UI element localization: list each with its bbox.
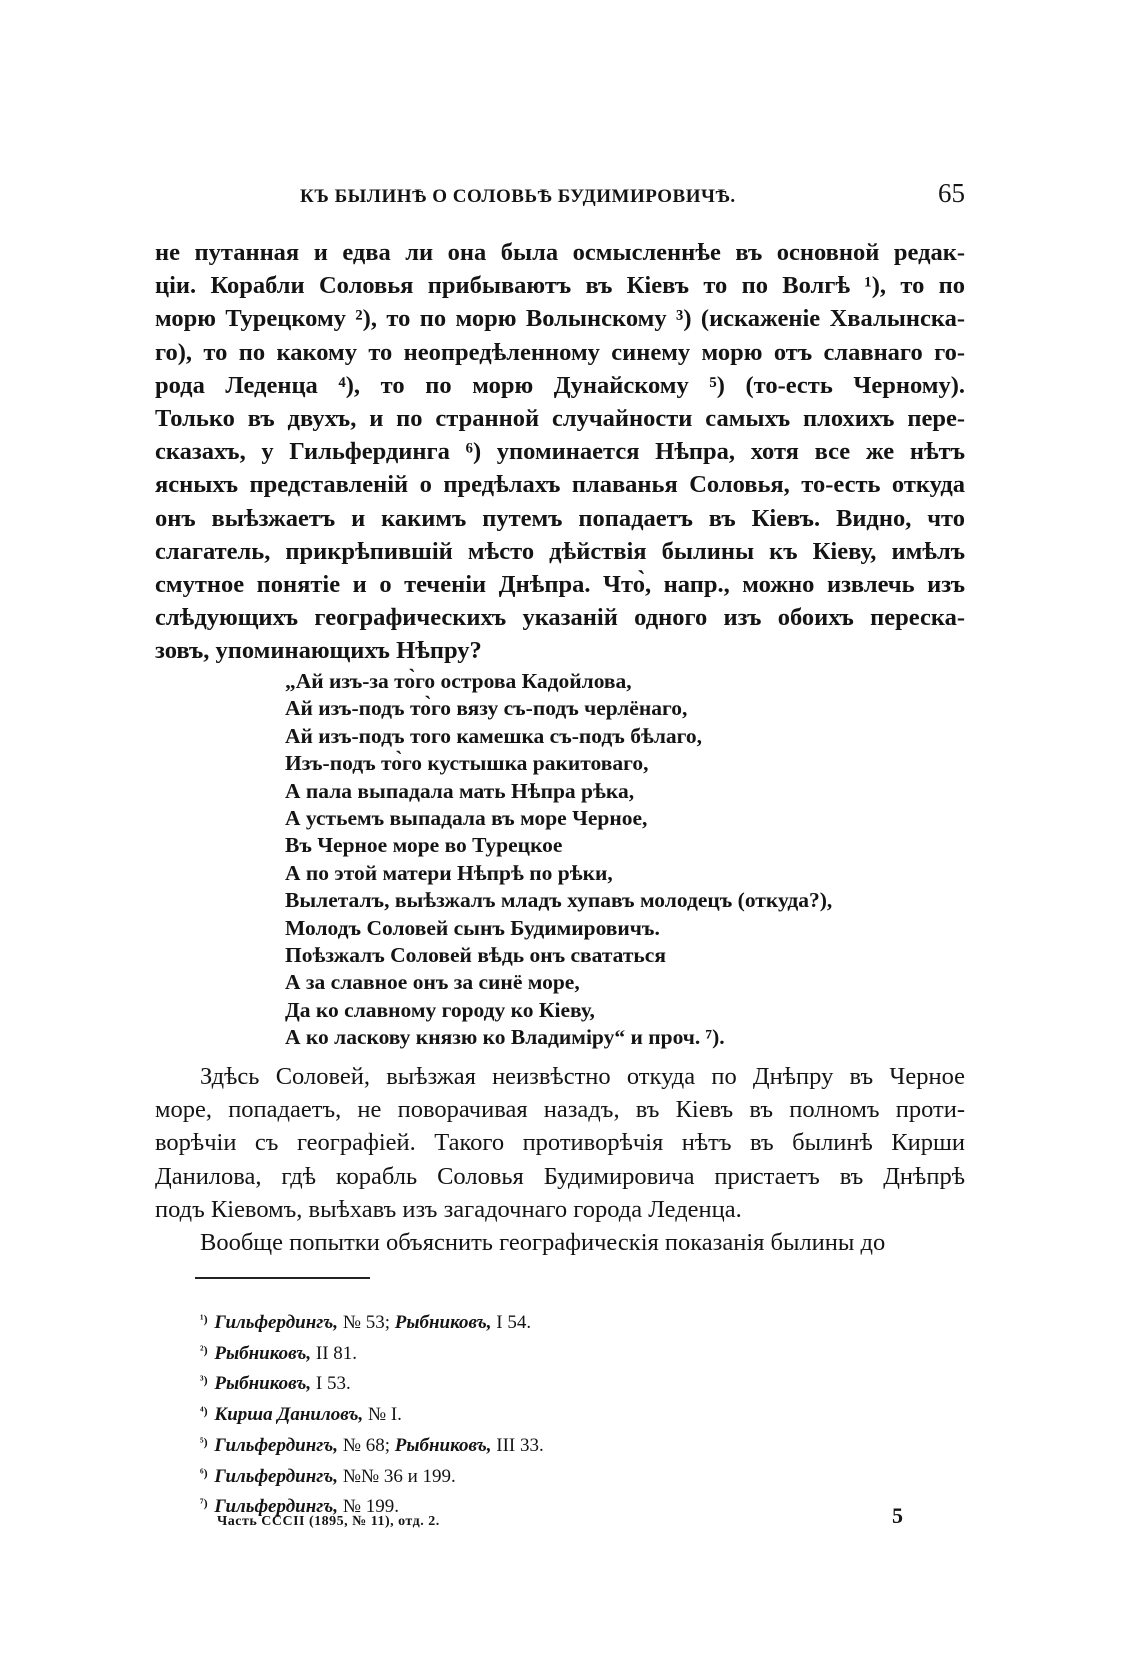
paragraph1-line: ясныхъ представленій о предѣлахъ плаванья Соловья, то-есть откуда [155, 471, 965, 499]
poem-line: А по этой матери Нѣпрѣ по рѣки, [285, 860, 613, 885]
poem-line: Въ Черное море во Турецкое [285, 833, 563, 858]
paragraph1-line: го), то по какому то неопредѣленному синему морю отъ славнаго го- [155, 338, 965, 366]
footnote-author: Гильфердингъ, [214, 1496, 339, 1518]
poem-line: А пала выпадала мать Нѣпра рѣка, [285, 778, 635, 803]
paragraph3-line: Вообще попытки объяснить географическія показанія былины до [200, 1229, 886, 1256]
paragraph-1 [155, 236, 965, 667]
footnote-reference: II 81. [315, 1342, 358, 1364]
footnote [200, 1460, 800, 1491]
footnote-author: Рыбниковъ, [394, 1434, 492, 1456]
footnote [200, 1429, 800, 1460]
poem-line: А за славное онъ за синё море, [285, 970, 580, 995]
footnote-author: Гильфердингъ, [214, 1434, 339, 1456]
paragraph1-line: морю Турецкому ²), то по морю Волынскому ³) (искаженіе Хвалынска- [155, 305, 965, 333]
footnote [200, 1398, 800, 1429]
footnotes [200, 1306, 800, 1521]
footnote-reference: № 53; [342, 1312, 390, 1333]
footnote [200, 1306, 800, 1337]
footnote-reference: № 68; [342, 1434, 390, 1456]
poem-line: Ай изъ-подъ то̀го вязу съ-подъ черлёнаго, [285, 696, 688, 721]
footnote-marker: ²) [200, 1342, 208, 1357]
footnote-author: Рыбниковъ, [214, 1342, 312, 1364]
poem-line: Поѣзжалъ Соловей вѣдь онъ свататься [285, 943, 666, 968]
footnote-marker: ⁴) [200, 1404, 208, 1419]
printer-signature: Часть СССII (1895, № 11), отд. 2. [217, 1514, 440, 1529]
footnote-marker: ⁶) [200, 1465, 208, 1480]
paragraph2-line: Здѣсь Соловей, выѣзжая неизвѣстно откуда по Днѣпру въ Черное [200, 1063, 965, 1090]
poem-line: Вылеталъ, выѣзжалъ младъ хупавъ молодецъ (откуда?), [285, 888, 833, 913]
page-number: 65 [938, 178, 965, 208]
footnote-divider [195, 1277, 370, 1279]
paragraph-2 [155, 1060, 965, 1226]
poem-line: А устьемъ выпадала въ море Черное, [285, 806, 648, 831]
footnote-reference: № 199. [342, 1496, 399, 1518]
poem-line: „Ай изъ-за то̀го острова Кадойлова, [285, 669, 632, 693]
paragraph-3 [155, 1226, 965, 1259]
paragraph1-line: зовъ, упоминающихъ Нѣпру? [155, 637, 482, 665]
footnote-reference: I 53. [315, 1373, 351, 1395]
poem-line: Молодъ Соловей сынъ Будимировичъ. [285, 915, 660, 940]
poem-line: Ай изъ-подъ того камешка съ-подъ бѣлаго, [285, 723, 703, 748]
footnote-author: Гильфердингъ, [214, 1312, 339, 1333]
paragraph1-line: не путанная и едва ли она была осмысленнѣе въ основной редак- [155, 239, 965, 266]
paragraph2-line: море, попадаетъ, не поворачивая назадъ, въ Кіевъ въ полномъ проти- [155, 1096, 965, 1124]
footnote-reference: III 33. [496, 1434, 544, 1456]
paragraph2-line: подъ Кіевомъ, выѣхавъ изъ загадочнаго города Леденца. [155, 1195, 742, 1223]
paragraph1-line: смутное понятіе и о теченіи Днѣпра. Что̀, напр., можно извлечь изъ [155, 570, 965, 598]
quoted-verse [285, 668, 935, 1052]
footnote-author: Гильфердингъ, [214, 1465, 339, 1487]
paragraph1-line: слагатель, прикрѣпившій мѣсто дѣйствія былины къ Кіеву, имѣлъ [155, 537, 965, 565]
paragraph1-line: рода Леденца ⁴), то по морю Дунайскому ⁵) (то-есть Черному). [155, 371, 965, 399]
paragraph1-line: слѣдующихъ географическихъ указаній одного изъ обоихъ переска- [155, 604, 965, 632]
footnote-reference: №№ 36 и 199. [342, 1465, 456, 1487]
footnote-marker: ⁵) [200, 1434, 208, 1449]
footnote-reference: № I. [367, 1404, 402, 1426]
paragraph1-line: ціи. Корабли Соловья прибываютъ въ Кіевъ то по Волгѣ ¹), то по [155, 272, 965, 300]
poem-line: А ко ласкову князю ко Владиміру“ и проч. ⁷). [285, 1025, 725, 1050]
sheet-signature-number: 5 [892, 1503, 903, 1528]
poem-line: Изъ-подъ то̀го кустышка ракитоваго, [285, 751, 649, 776]
footnote-marker: ¹) [200, 1312, 208, 1326]
poem-line: Да ко славному городу ко Кіеву, [285, 997, 595, 1022]
footnote-author: Рыбниковъ, [214, 1373, 312, 1395]
paragraph1-line: сказахъ, у Гильфердинга ⁶) упоминается Нѣпра, хотя все же нѣтъ [155, 438, 965, 466]
footnote-marker: ⁷) [200, 1496, 208, 1511]
footnote [200, 1367, 800, 1398]
paragraph1-line: онъ выѣзжаетъ и какимъ путемъ попадаетъ въ Кіевъ. Видно, что [155, 504, 965, 532]
footnote-author: Кирша Даниловъ, [214, 1404, 364, 1426]
footnote-marker: ³) [200, 1373, 208, 1388]
footnote-author: Рыбниковъ, [394, 1312, 492, 1333]
footnote [200, 1337, 800, 1368]
footnote-reference: I 54. [496, 1312, 532, 1333]
paragraph2-line: ворѣчіи съ географіей. Такого противорѣчія нѣтъ въ былинѣ Кирши [155, 1129, 965, 1157]
paragraph1-line: Только въ двухъ, и по странной случайности самыхъ плохихъ пере- [155, 404, 965, 432]
header-title: КЪ БЫЛИНѢ О СОЛОВЬѢ БУДИМИРОВИЧѢ. [300, 186, 736, 207]
paragraph2-line: Данилова, гдѣ корабль Соловья Будимировича пристаетъ въ Днѣпрѣ [155, 1162, 965, 1190]
running-header [155, 178, 965, 218]
